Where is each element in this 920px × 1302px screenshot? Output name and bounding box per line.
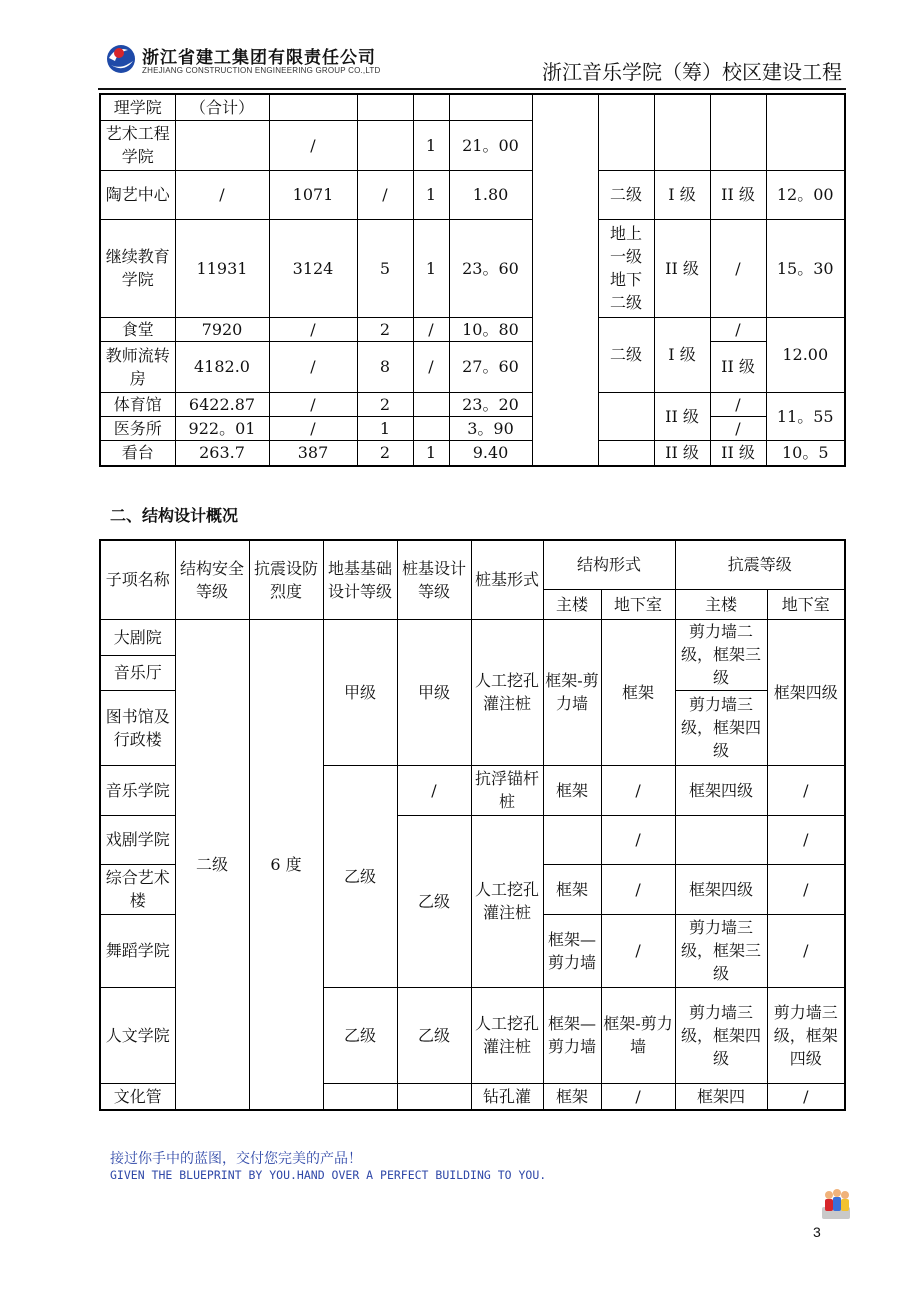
header-pile-type: 桩基形式	[471, 540, 543, 619]
header-divider	[98, 88, 846, 90]
cell-floors: /	[357, 170, 413, 219]
cell-name: 理学院	[100, 94, 175, 120]
cell-pile-type: 人工挖孔灌注桩	[471, 619, 543, 765]
cell-seismic: 框架四级	[675, 765, 767, 815]
cell-area: 11931	[175, 219, 269, 317]
cell-seismic-basement: /	[767, 914, 845, 987]
section-title: 二、结构设计概况	[110, 506, 239, 525]
cell-count: /	[413, 317, 449, 341]
project-title: 浙江音乐学院（筹）校区建设工程	[542, 60, 842, 84]
cell-basement: /	[601, 1083, 675, 1110]
people-group-icon	[820, 1185, 852, 1221]
cell-seismic: 剪力墙三级，框架四级	[675, 987, 767, 1083]
cell-underground: /	[269, 392, 357, 416]
table-row	[100, 94, 845, 120]
cell-fire: II 级	[654, 392, 710, 440]
table-header-row	[100, 540, 845, 589]
cell-grade: 地上一级地下二级	[598, 219, 654, 317]
cell-seismic: 剪力墙三级，框架三级	[675, 914, 767, 987]
company-logo-icon	[106, 44, 136, 74]
cell-name: 综合艺术楼	[100, 864, 175, 914]
cell-area: 922。01	[175, 416, 269, 440]
table-row	[100, 440, 845, 466]
cell-underground: /	[269, 120, 357, 170]
cell-basement: /	[601, 815, 675, 864]
cell-pile-type: 人工挖孔灌注桩	[471, 815, 543, 987]
cell-grade: 二级	[598, 317, 654, 392]
cell-name: 人文学院	[100, 987, 175, 1083]
cell-foundation: 乙级	[323, 765, 397, 987]
cell-seismic-basement: /	[767, 864, 845, 914]
cell-floors: 8	[357, 341, 413, 392]
cell-basement: /	[601, 864, 675, 914]
cell-main: 框架-剪力墙	[543, 619, 601, 765]
header-name: 子项名称	[100, 540, 175, 619]
cell-area: （合计）	[175, 94, 269, 120]
header-safety: 结构安全等级	[175, 540, 249, 619]
cell-height: 27。60	[449, 341, 532, 392]
cell-seismic-basement: 剪力墙三级，框架四级	[767, 987, 845, 1083]
cell-seismic: 剪力墙三级，框架四级	[675, 690, 767, 765]
cell-level: /	[710, 219, 766, 317]
cell-fire: II 级	[654, 440, 710, 466]
cell-pile-grade: 甲级	[397, 619, 471, 765]
cell-main: 框架	[543, 765, 601, 815]
cell-grade: 二级	[598, 170, 654, 219]
cell-pile-grade: /	[397, 765, 471, 815]
cell-name: 舞蹈学院	[100, 914, 175, 987]
cell-level: II 级	[710, 440, 766, 466]
header-basement: 地下室	[601, 589, 675, 619]
cell-main	[543, 815, 601, 864]
cell-value: 11。55	[766, 392, 845, 440]
cell-seismic: 框架四级	[675, 864, 767, 914]
cell-main: 框架	[543, 864, 601, 914]
cell-name: 食堂	[100, 317, 175, 341]
cell-pile-grade: 乙级	[397, 815, 471, 987]
structure-design-table	[99, 539, 846, 1111]
cell-name: 戏剧学院	[100, 815, 175, 864]
header-basement-seismic: 地下室	[767, 589, 845, 619]
cell-level: II 级	[710, 341, 766, 392]
cell-seismic-basement: 框架四级	[767, 619, 845, 765]
cell-name: 艺术工程学院	[100, 120, 175, 170]
cell-seismic: 框架四	[675, 1083, 767, 1110]
header-main-seismic: 主楼	[675, 589, 767, 619]
cell-level: /	[710, 392, 766, 416]
cell-basement: /	[601, 914, 675, 987]
cell-area: 4182.0	[175, 341, 269, 392]
cell-fire: I 级	[654, 317, 710, 392]
cell-basement: /	[601, 765, 675, 815]
cell-area: 7920	[175, 317, 269, 341]
header-pile-grade: 桩基设计等级	[397, 540, 471, 619]
cell-count: 1	[413, 219, 449, 317]
cell-name: 文化管	[100, 1083, 175, 1110]
cell-floors: 2	[357, 392, 413, 416]
header-main: 主楼	[543, 589, 601, 619]
header-seismic: 抗震等级	[675, 540, 845, 589]
cell-seismic-basement: /	[767, 815, 845, 864]
table-row	[100, 317, 845, 341]
cell-underground: /	[269, 416, 357, 440]
cell-height: 3。90	[449, 416, 532, 440]
cell-underground: 3124	[269, 219, 357, 317]
cell-name: 陶艺中心	[100, 170, 175, 219]
cell-seismic-basement: /	[767, 765, 845, 815]
cell-area: 6422.87	[175, 392, 269, 416]
cell-floors: 5	[357, 219, 413, 317]
table-row	[100, 219, 845, 317]
cell-count: 1	[413, 440, 449, 466]
cell-level: II 级	[710, 170, 766, 219]
cell-main: 框架—剪力墙	[543, 914, 601, 987]
cell-name: 教师流转房	[100, 341, 175, 392]
cell-underground: /	[269, 341, 357, 392]
cell-foundation: 甲级	[323, 619, 397, 765]
cell-name: 医务所	[100, 416, 175, 440]
table-row	[100, 170, 845, 219]
cell-name: 体育馆	[100, 392, 175, 416]
cell-main: 框架—剪力墙	[543, 987, 601, 1083]
footer-slogan-en: GIVEN THE BLUEPRINT BY YOU.HAND OVER A PERFECT BUILDING TO YOU.	[110, 1168, 547, 1182]
cell-seismic-basement: /	[767, 1083, 845, 1110]
cell-name: 音乐厅	[100, 655, 175, 690]
footer-slogan-cn: 接过你手中的蓝图，交付您完美的产品！	[110, 1151, 362, 1167]
header-intensity: 抗震设防烈度	[249, 540, 323, 619]
cell-seismic	[675, 815, 767, 864]
cell-underground: 387	[269, 440, 357, 466]
cell-height: 10。80	[449, 317, 532, 341]
table-row	[100, 341, 845, 392]
cell-name: 音乐学院	[100, 765, 175, 815]
cell-count: 1	[413, 170, 449, 219]
cell-floors: 2	[357, 317, 413, 341]
cell-count: 1	[413, 120, 449, 170]
cell-count: /	[413, 341, 449, 392]
cell-name: 看台	[100, 440, 175, 466]
cell-floors: 2	[357, 440, 413, 466]
cell-basement: 框架-剪力墙	[601, 987, 675, 1083]
cell-height: 21。00	[449, 120, 532, 170]
cell-area: /	[175, 170, 269, 219]
cell-fire: II 级	[654, 219, 710, 317]
cell-floors: 1	[357, 416, 413, 440]
header-foundation: 地基基础设计等级	[323, 540, 397, 619]
table-row	[100, 416, 845, 440]
cell-pile-type: 抗浮锚杆桩	[471, 765, 543, 815]
header-structure: 结构形式	[543, 540, 675, 589]
cell-value: 12。00	[766, 170, 845, 219]
cell-pile-grade: 乙级	[397, 987, 471, 1083]
cell-height: 1.80	[449, 170, 532, 219]
cell-height: 23。20	[449, 392, 532, 416]
table-row	[100, 619, 845, 655]
cell-name: 继续教育学院	[100, 219, 175, 317]
cell-foundation: 乙级	[323, 987, 397, 1083]
cell-underground: /	[269, 317, 357, 341]
cell-height: 9.40	[449, 440, 532, 466]
page-number: 3	[813, 1224, 821, 1240]
cell-intensity: 6 度	[249, 619, 323, 1110]
cell-seismic: 剪力墙二级，框架三级	[675, 619, 767, 690]
cell-fire: I 级	[654, 170, 710, 219]
cell-basement: 框架	[601, 619, 675, 765]
cell-safety: 二级	[175, 619, 249, 1110]
cell-level: /	[710, 416, 766, 440]
table-row	[100, 392, 845, 416]
cell-value: 12.00	[766, 317, 845, 392]
cell-value: 10。5	[766, 440, 845, 466]
cell-name: 大剧院	[100, 619, 175, 655]
cell-name: 图书馆及行政楼	[100, 690, 175, 765]
cell-pile-type: 钻孔灌	[471, 1083, 543, 1110]
cell-area: 263.7	[175, 440, 269, 466]
cell-pile-type: 人工挖孔灌注桩	[471, 987, 543, 1083]
cell-height: 23。60	[449, 219, 532, 317]
cell-main: 框架	[543, 1083, 601, 1110]
cell-empty-column	[532, 94, 598, 466]
cell-underground: 1071	[269, 170, 357, 219]
cell-value: 15。30	[766, 219, 845, 317]
company-name-cn: 浙江省建工集团有限责任公司	[142, 48, 376, 68]
building-overview-table	[99, 93, 846, 467]
company-name-en: ZHEJIANG CONSTRUCTION ENGINEERING GROUP CO.,LTD	[142, 66, 381, 75]
cell-level: /	[710, 317, 766, 341]
